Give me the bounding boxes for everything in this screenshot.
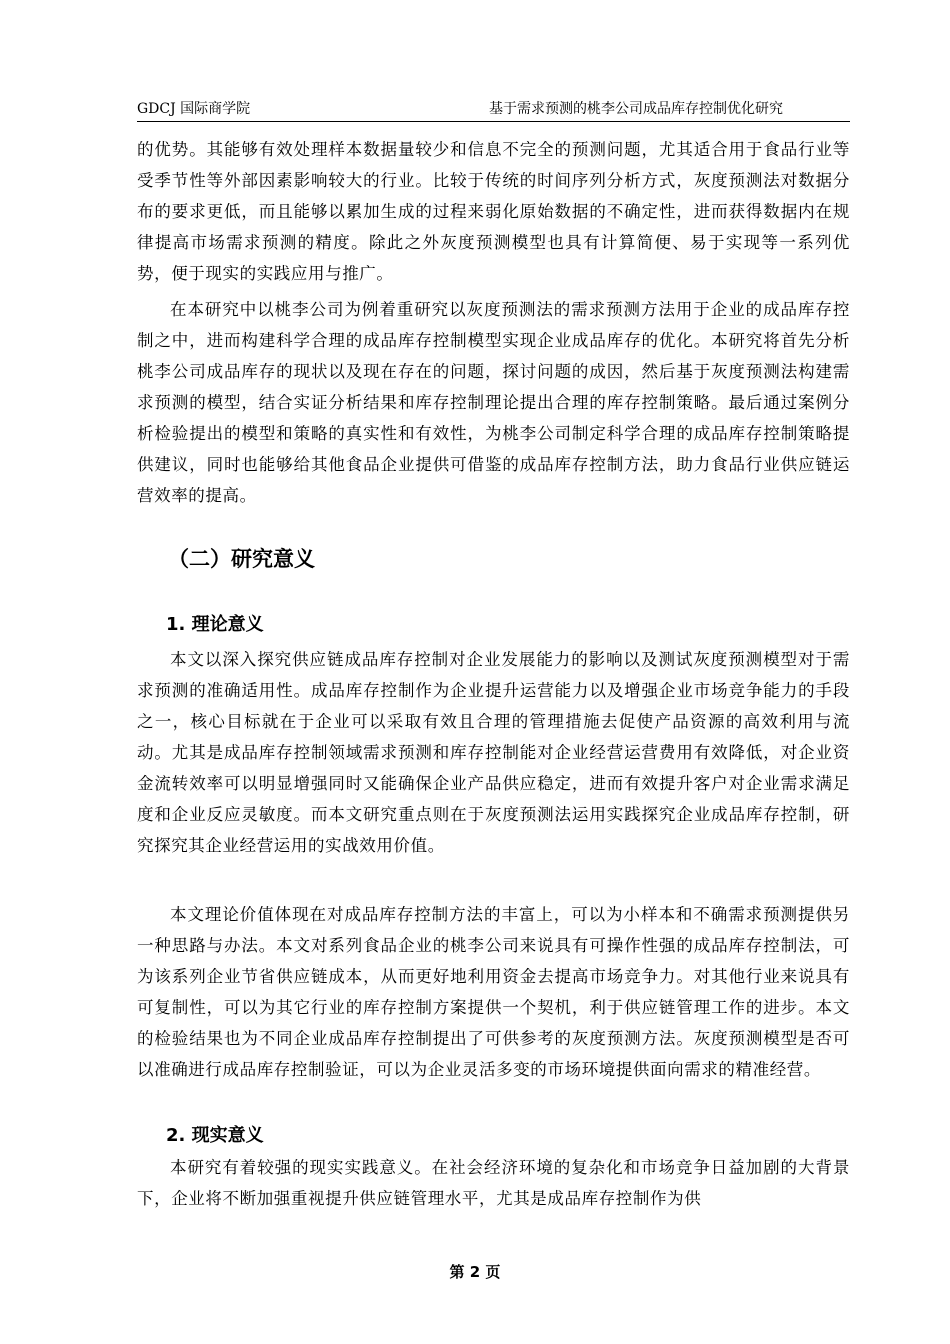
section-heading-research-significance: （二）研究意义 xyxy=(168,547,315,571)
header-thesis-title: 基于需求预测的桃李公司成品库存控制优化研究 xyxy=(489,101,783,117)
subheading-theoretical-significance: 1. 理论意义 xyxy=(166,614,264,635)
paragraph-advantages-continued: 的优势。其能够有效处理样本数据量较少和信息不完全的预测问题，尤其适合用于食品行业等受季节性等外部因素影响较大的行业。比较于传统的时间序列分析方式，灰度预测法对数据分布的要求更低，而且能够以累加生成的过程来弱化原始数据的不确定性，进而获得数据内在规律提高市场需求预测的精度。除此之外灰度预测模型也具有计算简便、易于实现等一系列优势，便于现实的实践应用与推广。 xyxy=(137,140,850,283)
running-header xyxy=(137,99,850,122)
paragraph-research-approach: 在本研究中以桃李公司为例着重研究以灰度预测法的需求预测方法用于企业的成品库存控制之中，进而构建科学合理的成品库存控制模型实现企业成品库存的优化。本研究将首先分析桃李公司成品库存的现状以及现在存在的问题，探讨问题的成因，然后基于灰度预测法构建需求预测的模型，结合实证分析结果和库存控制理论提出合理的库存控制策略。最后通过案例分析检验提出的模型和策略的真实性和有效性，为桃李公司制定科学合理的成品库存控制策略提供建议，同时也能够给其他食品企业提供可借鉴的成品库存控制方法，助力食品行业供应链运营效率的提高。 xyxy=(137,300,850,505)
page-number: 第 2 页 xyxy=(449,1263,501,1281)
paragraph-theoretical-1: 本文以深入探究供应链成品库存控制对企业发展能力的影响以及测试灰度预测模型对于需求预测的准确适用性。成品库存控制作为企业提升运营能力以及增强企业市场竞争能力的手段之一，核心目标就在于企业可以采取有效且合理的管理措施去促使产品资源的高效利用与流动。尤其是成品库存控制领域需求预测和库存控制能对企业经营运营费用有效降低，对企业资金流转效率可以明显增强同时又能确保企业产品供应稳定，进而有效提升客户对企业需求满足度和企业反应灵敏度。而本文研究重点则在于灰度预测法运用实践探究企业成品库存控制，研究探究其企业经营运用的实战效用价值。 xyxy=(137,650,850,855)
subheading-practical-significance: 2. 现实意义 xyxy=(166,1125,264,1146)
header-institution: GDCJ 国际商学院 xyxy=(137,101,251,117)
paragraph-theoretical-2: 本文理论价值体现在对成品库存控制方法的丰富上，可以为小样本和不确需求预测提供另一种思路与办法。本文对系列食品企业的桃李公司来说具有可操作性强的成品库存控制法，可为该系列企业节省供应链成本，从而更好地利用资金去提高市场竞争力。对其他行业来说具有可复制性，可以为其它行业的库存控制方案提供一个契机，利于供应链管理工作的进步。本文的检验结果也为不同企业成品库存控制提出了可供参考的灰度预测方法。灰度预测模型是否可以准确进行成品库存控制验证，可以为企业灵活多变的市场环境提供面向需求的精准经营。 xyxy=(137,905,850,1079)
paragraph-practical-1: 本研究有着较强的现实实践意义。在社会经济环境的复杂化和市场竞争日益加剧的大背景下，企业将不断加强重视提升供应链管理水平，尤其是成品库存控制作为供 xyxy=(137,1158,850,1208)
